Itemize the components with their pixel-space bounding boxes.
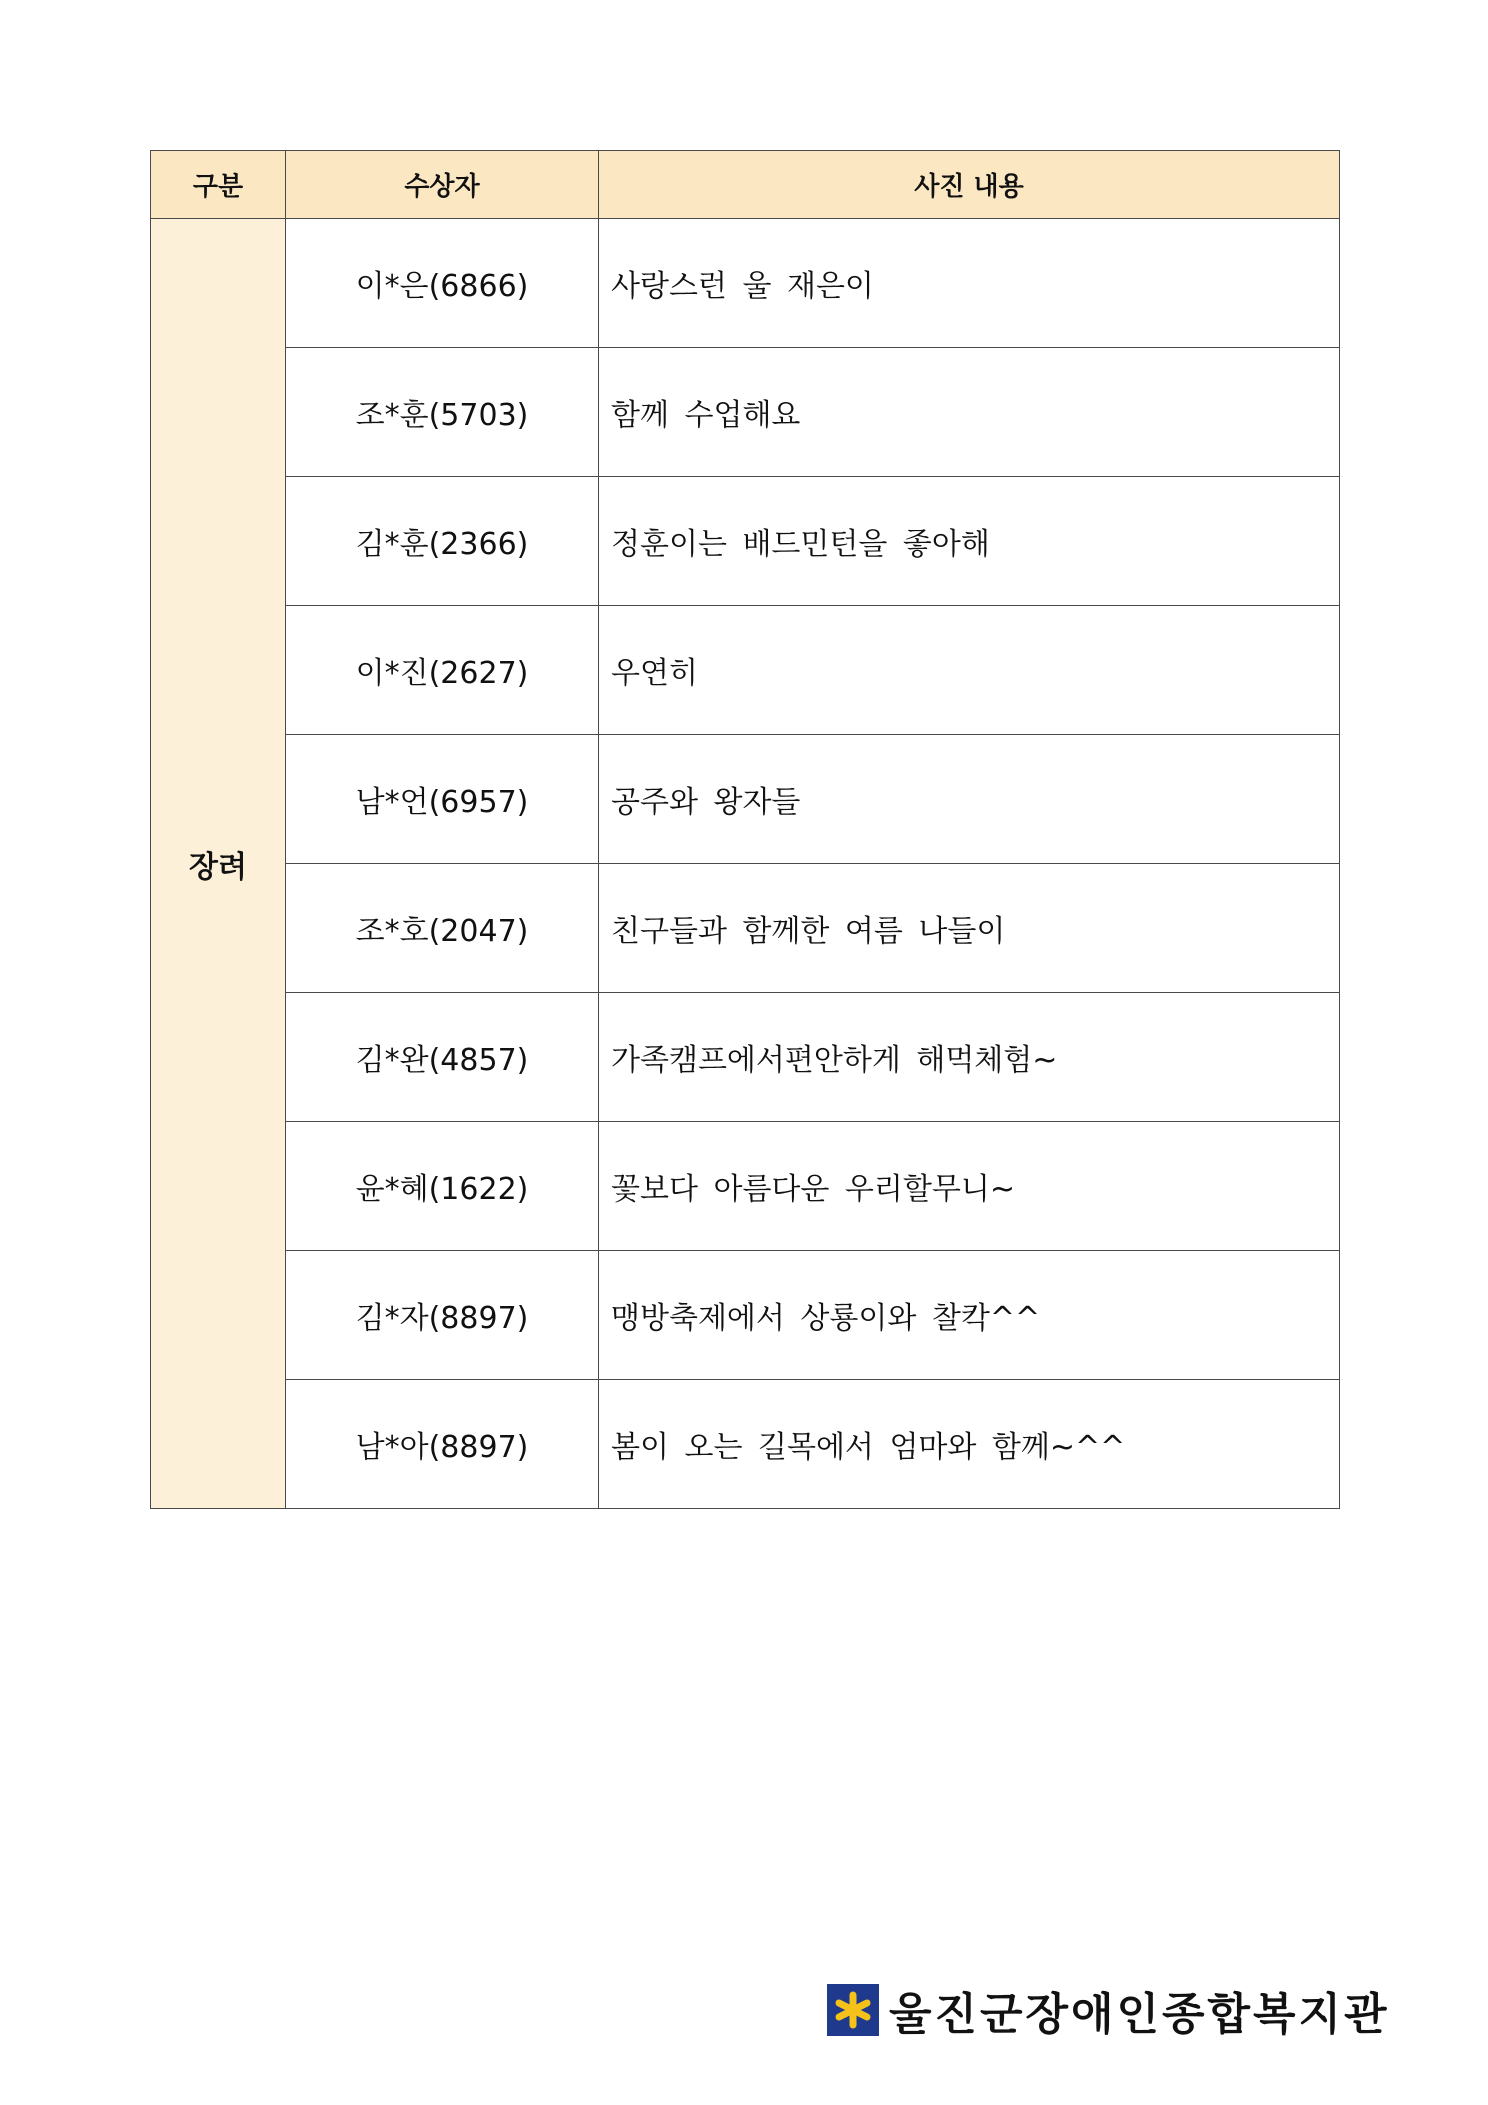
header-content: 사진 내용 xyxy=(599,151,1340,219)
content-cell: 친구들과 함께한 여름 나들이 xyxy=(599,864,1340,993)
table-row xyxy=(151,348,1340,477)
table-row xyxy=(151,735,1340,864)
recipient-cell: 김*자(8897) xyxy=(286,1251,599,1380)
recipient-cell: 김*훈(2366) xyxy=(286,477,599,606)
recipient-cell: 남*아(8897) xyxy=(286,1380,599,1509)
recipient-cell: 조*호(2047) xyxy=(286,864,599,993)
table-row xyxy=(151,477,1340,606)
table-header-row xyxy=(151,151,1340,219)
recipient-cell: 이*은(6866) xyxy=(286,219,599,348)
recipient-cell: 이*진(2627) xyxy=(286,606,599,735)
content-cell: 함께 수업해요 xyxy=(599,348,1340,477)
table-row xyxy=(151,993,1340,1122)
content-cell: 정훈이는 배드민턴을 좋아해 xyxy=(599,477,1340,606)
content-cell: 가족캠프에서편안하게 해먹체험~ xyxy=(599,993,1340,1122)
org-logo xyxy=(827,1978,1390,2042)
recipient-cell: 조*훈(5703) xyxy=(286,348,599,477)
content-cell: 우연히 xyxy=(599,606,1340,735)
header-recipient: 수상자 xyxy=(286,151,599,219)
content-cell: 공주와 왕자들 xyxy=(599,735,1340,864)
table-row xyxy=(151,1122,1340,1251)
award-table xyxy=(150,150,1340,1509)
table-row xyxy=(151,606,1340,735)
content-cell: 맹방축제에서 상룡이와 찰칵^^ xyxy=(599,1251,1340,1380)
category-cell: 장려 xyxy=(151,219,286,1509)
recipient-cell: 남*언(6957) xyxy=(286,735,599,864)
header-category: 구분 xyxy=(151,151,286,219)
table-row xyxy=(151,219,1340,348)
recipient-cell: 김*완(4857) xyxy=(286,993,599,1122)
recipient-cell: 윤*혜(1622) xyxy=(286,1122,599,1251)
org-name: 울진군장애인종합복지관 xyxy=(889,1989,1390,2040)
content-cell: 봄이 오는 길목에서 엄마와 함께~^^ xyxy=(599,1380,1340,1509)
content-cell: 사랑스런 울 재은이 xyxy=(599,219,1340,348)
star-burst-icon xyxy=(827,1984,879,2036)
content-cell: 꽃보다 아름다운 우리할무니~ xyxy=(599,1122,1340,1251)
table-row xyxy=(151,864,1340,993)
table-row xyxy=(151,1380,1340,1509)
table-row xyxy=(151,1251,1340,1380)
